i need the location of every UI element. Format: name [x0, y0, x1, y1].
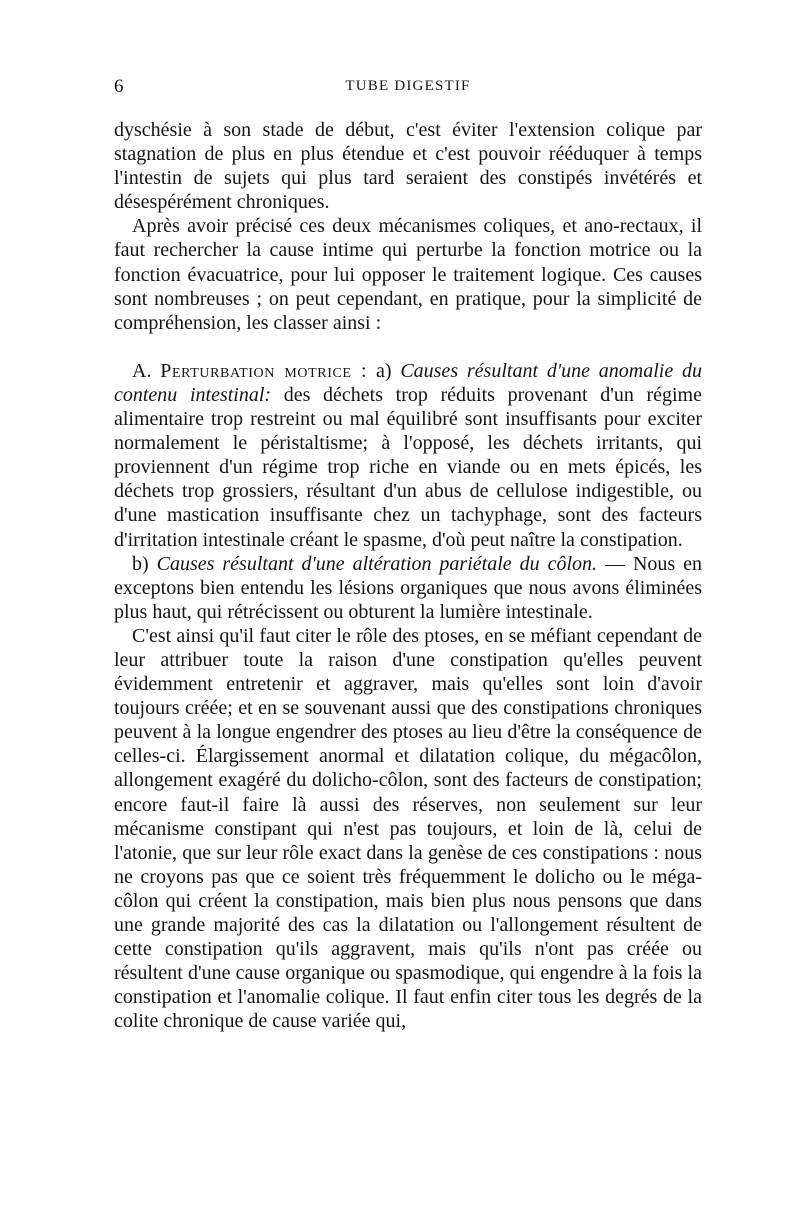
subsection-text-b: — Nous en exceptons bien entendu les lésions organiques que nous avons éliminées plus haut, qui rétrécissent ou obturent la lumière intestinale.: [114, 552, 703, 623]
subsection-text-a: des déchets trop réduits provenant d'un régime alimentaire trop restreint ou mal équilibré sont insuffisants pour exciter normalement le péristaltisme; à l'opposé, les déchets irritants, qui proviennent d'un régime trop riche en viande ou en mets épicés, les déchets trop grossiers, résultant d'un abus de cellulose indigestible, ou d'une mastication insuffisante chez un tachyphage, sont des facteurs d'irritation intestinale créant le spasme, d'où peut naître la constipation.: [114, 383, 702, 551]
subsection-title-a: Causes résultant d'une anomalie du contenu intestinal:: [114, 359, 703, 406]
paragraph-1: dyschésie à son stade de début, c'est éviter l'extension colique par stagnation de plus en plus étendue et c'est pouvoir rééduquer à temps l'intestin de sujets qui plus tard seraient des constipés invétérés et désespérément chroniques.: [114, 119, 702, 214]
paragraph-5: C'est ainsi qu'il faut citer le rôle des ptoses, en se méfiant cependant de leur attribuer toute la raison d'une constipation qu'elles peuvent évidemment entretenir et aggraver, mais qu'elles sont loin d'avoir toujours créée; et en se souvenant aussi que des constipations chroniques peuvent à la longue engendrer des ptoses au lieu d'être la conséquence de celles-ci. Élargissement anormal et dilatation colique, du mégacôlon, allongement exagéré du dolicho-côlon, sont des facteurs de constipation; encore faut-il faire là aussi des réserves, non seulement sur leur mécanisme constipant qui n'est pas toujours, et loin de là, celui de l'atonie, que sur leur rôle exact dans la genèse de ces constipations : nous ne croyons pas que ce soient très fréquemment le dolicho ou le méga-côlon qui créent la constipation, mais bien plus nous pensons que dans une grande majorité des cas la dilatation ou l'allongement résultent de cette constipation qu'ils aggravent, mais qu'ils n'ont pas créée ou résultent d'une cause organique ou spasmodique, qui engendre à la fois la constipation et l'anomalie colique. Il faut enfin citer tous les degrés de la colite chronique de cause variée qui,: [114, 624, 702, 1033]
section-label: A.: [132, 359, 152, 382]
page-header: [114, 76, 702, 102]
body-text: [114, 118, 702, 1033]
running-title: TUBE DIGESTIF: [345, 78, 471, 94]
page-number: 6: [114, 76, 124, 97]
paragraph-2: Après avoir précisé ces deux mécanismes coliques, et ano-rectaux, il faut rechercher la cause intime qui perturbe la fonction motrice ou la fonction évacuatrice, pour lui opposer le traitement logique. Ces causes sont nombreuses ; on peut cependant, en pratique, pour la simplicité de compréhension, les classer ainsi :: [114, 215, 702, 334]
subsection-label-a: a): [375, 359, 392, 382]
paragraph-4: [114, 552, 702, 624]
paragraph-3: [114, 359, 702, 552]
section-heading: Perturbation motrice :: [160, 359, 368, 382]
section-gap: [114, 335, 702, 359]
subsection-title-b: Causes résultant d'une altération pariétale du côlon.: [156, 552, 598, 575]
subsection-label-b: b): [132, 552, 149, 575]
